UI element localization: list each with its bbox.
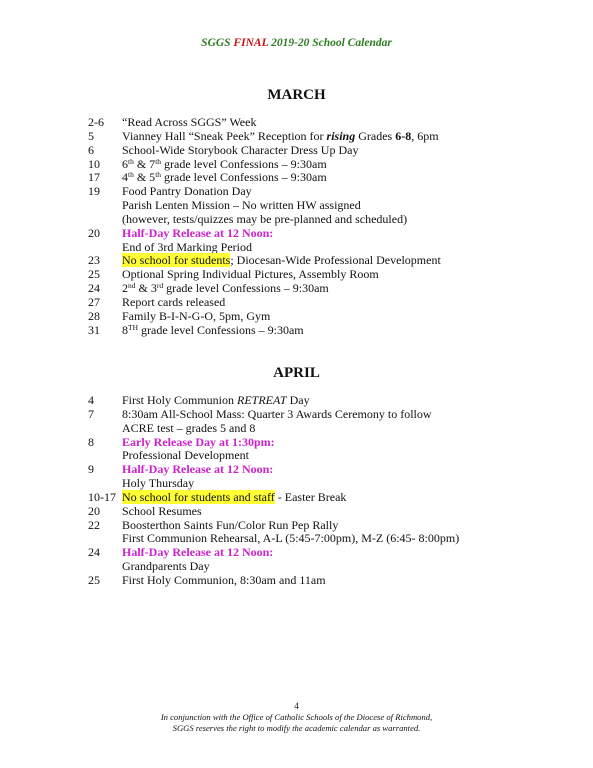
event-text <box>122 546 273 560</box>
event-row <box>88 532 578 546</box>
event-row <box>88 254 578 268</box>
event-date: 25 <box>88 267 100 282</box>
event-date: 6 <box>88 142 94 157</box>
event-text-part: School-Wide Storybook Character Dress Up Day <box>122 142 359 157</box>
event-date: 2-6 <box>88 115 104 129</box>
event-text <box>122 505 202 519</box>
event-text <box>122 519 338 533</box>
event-date: 17 <box>88 170 100 185</box>
event-row <box>88 519 578 533</box>
event-row <box>88 463 578 477</box>
grade-number: 4 <box>122 170 128 185</box>
event-row <box>88 436 578 450</box>
event-row <box>88 268 578 282</box>
event-text-part: 8:30am All-School Mass: Quarter 3 Awards Ceremony to follow <box>122 406 432 421</box>
header-prefix: SGGS <box>201 37 234 49</box>
grade-number: & 5 <box>133 170 156 185</box>
event-text-part: End of 3rd Marking Period <box>122 239 252 254</box>
event-row <box>88 241 578 255</box>
event-text-part: Boosterthon Saints Fun/Color Run Pep Rally <box>122 517 339 532</box>
event-date: 24 <box>88 281 100 296</box>
event-text-part: Parish Lenten Mission – No written HW assigned <box>122 198 361 213</box>
event-date <box>88 199 122 213</box>
event-row <box>88 477 578 491</box>
event-text <box>122 116 256 130</box>
event-text-part: - Easter Break <box>274 489 347 504</box>
event-date: 27 <box>88 294 100 309</box>
no-school-highlight: No school for students <box>122 253 231 268</box>
release-notice: Half-Day Release at 12 Noon: <box>122 225 274 240</box>
event-text-part: First Holy Communion, 8:30am and 11am <box>122 572 326 587</box>
event-text <box>122 254 441 268</box>
event-text <box>122 463 273 477</box>
event-text-part: Holy Thursday <box>122 476 195 491</box>
release-notice: Half-Day Release at 12 Noon: <box>122 462 274 477</box>
event-text-part: grade level Confessions – 9:30am <box>161 156 327 171</box>
event-text <box>122 241 252 255</box>
event-date: 23 <box>88 253 100 268</box>
event-date <box>88 449 122 463</box>
release-notice: Early Release Day at 1:30pm: <box>122 434 275 449</box>
april-events <box>88 394 578 588</box>
event-date: 28 <box>88 308 100 323</box>
event-text <box>122 532 459 546</box>
event-text <box>122 213 407 227</box>
ordinal-suffix: th <box>155 170 162 180</box>
grade-number: & 3 <box>135 281 157 296</box>
event-row <box>88 158 578 172</box>
event-text <box>122 296 225 310</box>
april-heading: APRIL <box>273 365 320 381</box>
event-text <box>122 171 327 185</box>
event-row <box>88 185 578 199</box>
event-bold: 6-8 <box>395 128 412 143</box>
event-row <box>88 505 578 519</box>
event-date <box>88 422 122 436</box>
event-date <box>88 560 122 574</box>
ordinal-suffix: rd <box>156 281 164 291</box>
event-date: 24 <box>88 545 100 560</box>
event-text-part: Optional Spring Individual Pictures, Assembly Room <box>122 267 379 282</box>
event-date <box>88 532 122 546</box>
event-text-part: Vianney Hall “Sneak Peek” Reception for <box>122 128 327 143</box>
ordinal-suffix: TH <box>128 322 138 332</box>
event-date: 20 <box>88 503 100 518</box>
event-date: 19 <box>88 184 100 199</box>
event-text-part: Grandparents Day <box>122 559 210 574</box>
event-date: 31 <box>88 322 100 337</box>
event-text <box>122 158 327 172</box>
event-row <box>88 213 578 227</box>
event-date: 9 <box>88 462 94 477</box>
page-number: 4 <box>294 701 299 711</box>
event-text-part: grade level Confessions – 9:30am <box>138 322 304 337</box>
event-row <box>88 296 578 310</box>
event-text <box>122 144 358 158</box>
event-date <box>88 241 122 255</box>
event-row <box>88 560 578 574</box>
event-text-part: School Resumes <box>122 503 202 518</box>
event-text-part: First Communion Rehearsal, A-L (5:45-7:00pm), M-Z (6:45- 8:00pm) <box>122 531 460 546</box>
event-date <box>88 477 122 491</box>
event-text-part: Day <box>286 393 310 407</box>
event-row <box>88 144 578 158</box>
event-text <box>122 185 252 199</box>
event-row <box>88 491 578 505</box>
event-text-part: ; Diocesan-Wide Professional Development <box>230 253 441 268</box>
ordinal-suffix: th <box>128 170 134 180</box>
event-row <box>88 199 578 213</box>
event-row <box>88 116 578 130</box>
event-row <box>88 282 578 296</box>
event-text-part: grade level Confessions – 9:30am <box>163 281 329 296</box>
event-row <box>88 422 578 436</box>
event-text-part: Professional Development <box>122 448 249 463</box>
event-date: 10 <box>88 156 100 171</box>
event-date <box>88 213 122 227</box>
event-text-part: Family B-I-N-G-O, 5pm, Gym <box>122 308 271 323</box>
event-row <box>88 310 578 324</box>
event-text-part: grade level Confessions – 9:30am <box>161 170 327 185</box>
event-date: 5 <box>88 128 94 143</box>
event-text <box>122 491 346 505</box>
grade-number: & 7 <box>133 156 156 171</box>
event-text-part: , 6pm <box>411 128 439 143</box>
event-row <box>88 324 578 338</box>
grade-number: 6 <box>122 156 128 171</box>
event-emphasis: rising <box>326 128 356 143</box>
event-row <box>88 130 578 144</box>
event-text <box>122 282 329 296</box>
event-text <box>122 574 326 588</box>
event-date: 4 <box>88 393 94 407</box>
event-row <box>88 394 578 408</box>
event-date: 8 <box>88 434 94 449</box>
grade-number: 8 <box>122 322 128 337</box>
footer-line-1: In conjunction with the Office of Catholic Schools of the Diocese of Richmond, <box>160 712 433 722</box>
event-date: 22 <box>88 517 100 532</box>
event-row <box>88 227 578 241</box>
event-text-part: ACRE test – grades 5 and 8 <box>122 420 256 435</box>
event-text <box>122 560 210 574</box>
event-text <box>122 477 194 491</box>
no-school-highlight: No school for students and staff <box>122 489 275 504</box>
ordinal-suffix: th <box>128 156 134 166</box>
event-text-part: First Holy Communion <box>122 393 238 407</box>
event-row <box>88 408 578 422</box>
event-row <box>88 574 578 588</box>
event-text <box>122 394 310 408</box>
event-date: 20 <box>88 225 100 240</box>
event-text-part: Grades <box>355 128 396 143</box>
event-text-part: “Read Across SGGS” Week <box>122 115 257 129</box>
event-date: 10-17 <box>88 489 116 504</box>
event-text-part: Report cards released <box>122 294 226 309</box>
event-text-part: (however, tests/quizzes may be pre-planned and scheduled) <box>122 211 408 226</box>
header-final: FINAL <box>233 37 269 49</box>
event-row <box>88 171 578 185</box>
release-notice: Half-Day Release at 12 Noon: <box>122 545 274 560</box>
event-text <box>122 199 361 213</box>
event-text <box>122 268 379 282</box>
event-text <box>122 130 439 144</box>
event-italic: RETREAT <box>237 393 287 407</box>
event-text <box>122 227 273 241</box>
march-events <box>88 116 578 338</box>
ordinal-suffix: th <box>155 156 162 166</box>
grade-number: 2 <box>122 281 128 296</box>
event-date: 7 <box>88 406 94 421</box>
header-suffix: 2019-20 School Calendar <box>268 37 392 49</box>
document-header <box>0 37 593 49</box>
event-text <box>122 436 275 450</box>
march-heading: MARCH <box>267 87 326 103</box>
ordinal-suffix: nd <box>128 281 136 291</box>
event-text <box>122 449 249 463</box>
event-date: 25 <box>88 572 100 587</box>
event-text-part: Food Pantry Donation Day <box>122 184 252 199</box>
event-text <box>122 310 270 324</box>
event-text <box>122 422 255 436</box>
event-row <box>88 449 578 463</box>
event-text <box>122 324 304 338</box>
footer-line-2: SGGS reserves the right to modify the academic calendar as warranted. <box>172 723 421 733</box>
event-row <box>88 546 578 560</box>
event-text <box>122 408 432 422</box>
